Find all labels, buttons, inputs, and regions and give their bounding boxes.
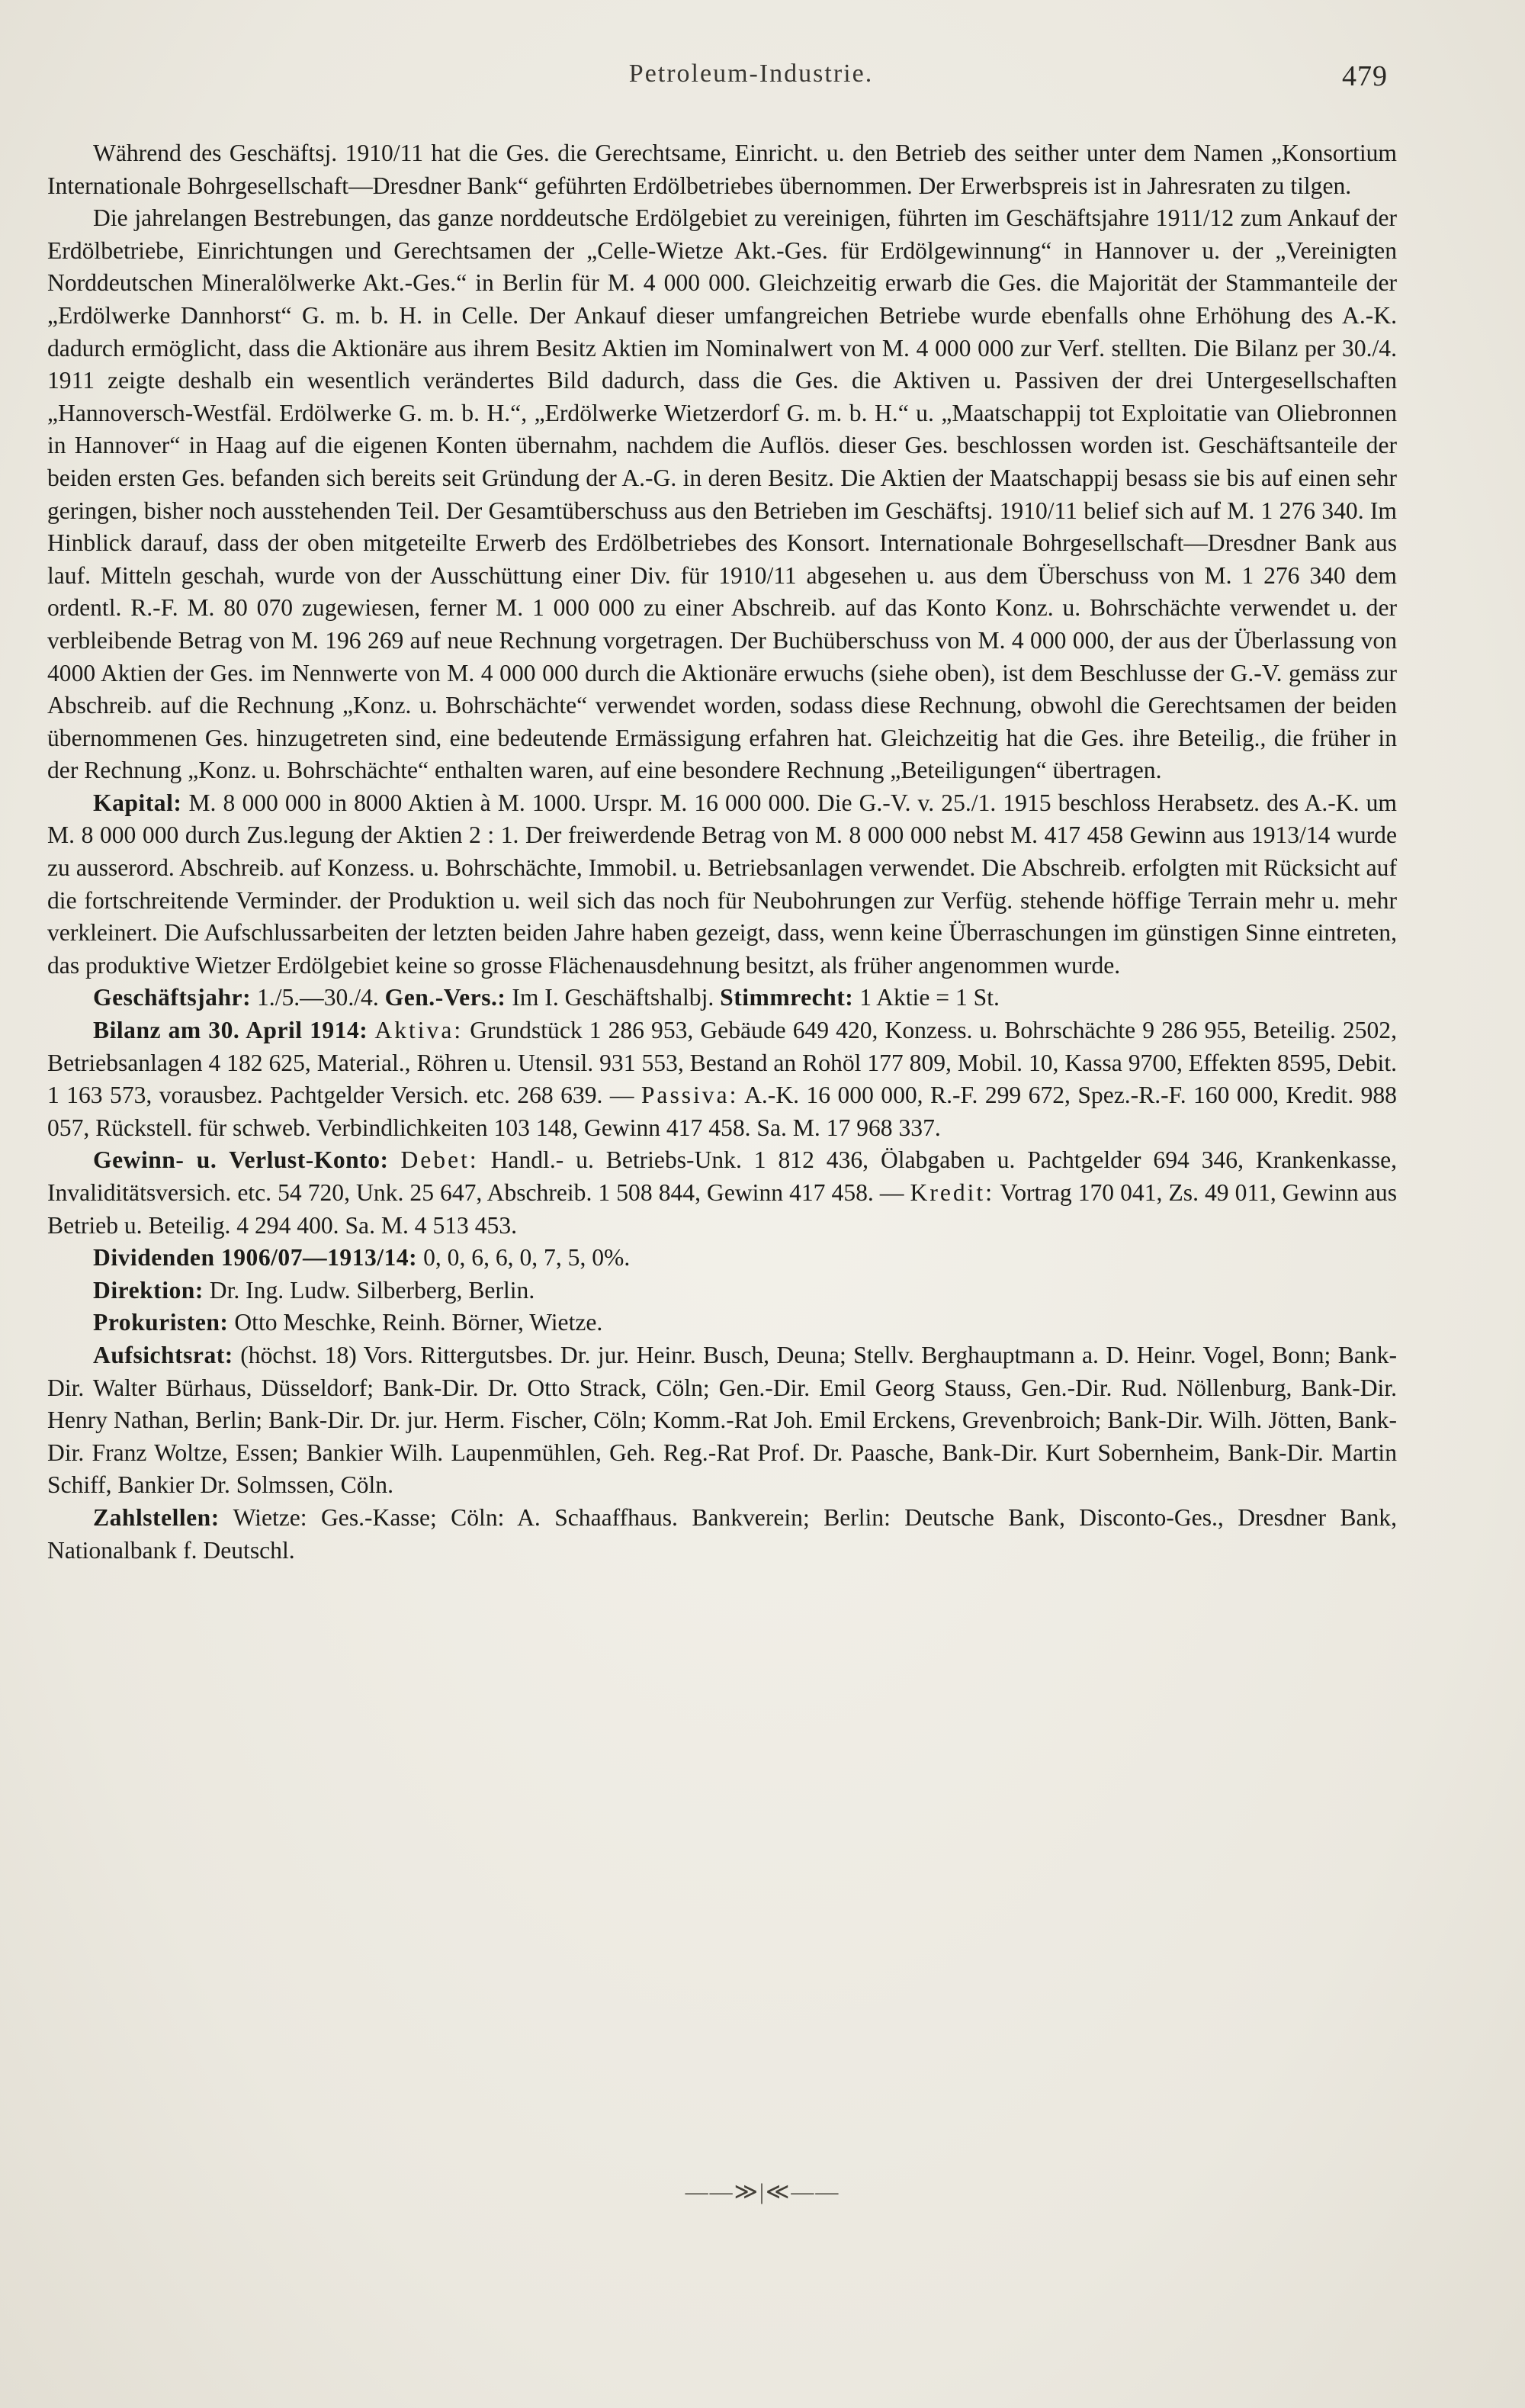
section-dividenden xyxy=(47,1242,1397,1275)
gen-vers-label: Gen.-Vers.: xyxy=(384,984,506,1011)
section-zahlstellen xyxy=(47,1502,1397,1567)
aufsichtsrat-text: (höchst. 18) Vors. Rittergutsbes. Dr. jur. Heinr. Busch, Deuna; Stellv. Berghauptmann a. D. Heinr. Vogel, Bonn; Bank-Dir. Walter Bürhaus, Düsseldorf; Bank-Dir. Dr. Otto Strack, Cöln; Gen.-Dir. Emil Georg Stauss, Gen.-Dir. Rud. Nöllenburg, Bank-Dir. Henry Nathan, Berlin; Bank-Dir. Dr. jur. Herm. Fischer, Cöln; Komm.-Rat Joh. Emil Erckens, Grevenbroich; Bank-Dir. Wilh. Jötten, Bank-Dir. Franz Woltze, Essen; Bankier Wilh. Laupenmühlen, Geh. Reg.-Rat Prof. Dr. Paasche, Bank-Dir. Kurt Sobernheim, Bank-Dir. Martin Schiff, Bankier Dr. Solmssen, Cöln. xyxy=(47,1341,1397,1499)
stimmrecht-text: 1 Aktie = 1 St. xyxy=(859,984,1000,1011)
passiva-label: Passiva: xyxy=(640,1082,739,1109)
section-kapital xyxy=(47,787,1397,982)
kredit-text: Vortrag 170 041, Zs. 49 011, Gewinn aus Betrieb u. Beteilig. 4 294 400. Sa. M. 4 513 453. xyxy=(47,1179,1397,1239)
zahlstellen-label: Zahlstellen: xyxy=(93,1503,220,1531)
geschaeftsjahr-text: 1./5.—30./4. xyxy=(257,984,379,1011)
guv-label: Gewinn- u. Verlust-Konto: xyxy=(93,1146,389,1174)
section-geschaeftsjahr xyxy=(47,982,1397,1014)
page-number: 479 xyxy=(1342,60,1388,92)
section-prokuristen xyxy=(47,1307,1397,1339)
aktiva-label: Aktiva: xyxy=(374,1017,464,1044)
kapital-text: M. 8 000 000 in 8000 Aktien à M. 1000. Urspr. M. 16 000 000. Die G.-V. v. 25./1. 1915 beschloss Herabsetz. des A.-K. um M. 8 000 000 durch Zus.legung der Aktien 2 : 1. Der freiwerdende Betrag von M. 8 000 000 nebst M. 417 458 Gewinn aus 1913/14 wurde zu ausserord. Abschreib. auf Konzess. u. Bohrschächte, Immobil. u. Betriebsanlagen verwendet. Die Abschreib. erfolgten mit Rücksicht auf die fortschreitende Verminder. der Produktion u. weil sich das noch für Neubohrungen zur Verfüg. stehende höffige Terrain mehr u. mehr verkleinert. Die Aufschlussarbeiten der letzten beiden Jahre haben gezeigt, dass, wenn keine Überraschungen im günstigen Sinne eintreten, das produktive Wietzer Erdölgebiet keine so grosse Flächenausdehnung besitzt, als früher angenommen wurde. xyxy=(47,789,1397,979)
page-header xyxy=(114,59,1388,105)
paragraph-acquisition-history: Während des Geschäftsj. 1910/11 hat die Ges. die Gerechtsame, Einricht. u. den Betrieb des seither unter dem Namen „Konsortium Internationale Bohrgesellschaft—Dresdner Bank“ geführten Erdölbetriebes übernommen. Der Erwerbspreis ist in Jahresraten zu tilgen. xyxy=(47,140,1397,199)
aufsichtsrat-label: Aufsichtsrat: xyxy=(93,1341,233,1368)
direktion-label: Direktion: xyxy=(93,1276,204,1304)
kapital-label: Kapital: xyxy=(93,789,182,816)
debet-text: Handl.- u. Betriebs-Unk. 1 812 436, Ölabgaben u. Pachtgelder 694 346, Krankenkasse, Invaliditätsversich. etc. 54 720, Unk. 25 647, Abschreib. 1 508 844, Gewinn 417 458. — xyxy=(47,1146,1398,1206)
section-bilanz xyxy=(47,1014,1397,1144)
main-text xyxy=(47,137,1397,1567)
debet-label: Debet: xyxy=(400,1146,479,1174)
section-gewinn-verlust xyxy=(47,1144,1397,1242)
dividenden-text: 0, 0, 6, 6, 0, 7, 5, 0%. xyxy=(423,1244,631,1272)
paragraph-consolidation: Die jahrelangen Bestrebungen, das ganze norddeutsche Erdölgebiet zu vereinigen, führten im Geschäftsjahre 1911/12 zum Ankauf der Erdölbetriebe, Einrichtungen und Gerechtsamen der „Celle-Wietze Akt.-Ges. für Erdölgewinnung“ in Hannover u. der „Vereinigten Norddeutschen Mineralölwerke Akt.-Ges.“ in Berlin für M. 4 000 000. Gleichzeitig erwarb die Ges. die Majorität der Stammanteile der „Erdölwerke Dannhorst“ G. m. b. H. in Celle. Der Ankauf dieser umfangreichen Betriebe wurde ebenfalls ohne Erhöhung des A.-K. dadurch ermöglicht, dass die Aktionäre aus ihrem Besitz Aktien im Nominalwert von M. 4 000 000 zur Verf. stellten. Die Bilanz per 30./4. 1911 zeigte deshalb ein wesentlich verändertes Bild dadurch, dass die Ges. die Aktiven u. Passiven der drei Untergesellschaften „Hannoversch-Westfäl. Erdölwerke G. m. b. H.“, „Erdölwerke Wietzerdorf G. m. b. H.“ u. „Maatschappij tot Exploitatie van Oliebronnen in Hannover“ in Haag auf die eigenen Konten übernahm, nachdem die Auflös. dieser Ges. beschlossen worden ist. Geschäftsanteile der beiden ersten Ges. befanden sich bereits seit Gründung der A.-G. in deren Besitz. Die Aktien der Maatschappij besass sie bis auf einen sehr geringen, bisher noch ausstehenden Teil. Der Gesamtüberschuss aus den Betrieben im Geschäftsj. 1910/11 belief sich auf M. 1 276 340. Im Hinblick darauf, dass der oben mitgeteilte Erwerb des Erdölbetriebes des Konsort. Internationale Bohrgesellschaft—Dresdner Bank aus lauf. Mitteln geschah, wurde von der Ausschüttung einer Div. für 1910/11 abgesehen u. aus dem Überschuss von M. 1 276 340 dem ordentl. R.-F. M. 80 070 zugewiesen, ferner M. 1 000 000 zu einer Abschreib. auf das Konto Konz. u. Bohrschächte verwendet u. der verbleibende Betrag von M. 196 269 auf neue Rechnung vorgetragen. Der Buchüberschuss von M. 4 000 000, der aus der Überlassung von 4000 Aktien der Ges. im Nennwerte von M. 4 000 000 durch die Aktionäre erwuchs (siehe oben), ist dem Beschlusse der G.-V. gemäss zur Abschreib. auf die Rechnung „Konz. u. Bohrschächte“ verwendet worden, sodass diese Rechnung, obwohl die Gerechtsamen der beiden übernommenen Ges. hinzugetreten sind, eine bedeutende Ermässigung erfahren hat. Gleichzeitig hat die Ges. ihre Beteilig., die früher in der Rechnung „Konz. u. Bohrschächte“ enthalten waren, auf eine besondere Rechnung „Beteiligungen“ übertragen. xyxy=(47,204,1397,784)
aktiva-text: Grundstück 1 286 953, Gebäude 649 420, Konzess. u. Bohrschächte 9 286 955, Beteilig. 2502, Betriebsanlagen 4 182 625, Material., Röhren u. Utensil. 931 553, Bestand an Rohöl 177 809, Mobil. 10, Kassa 9700, Effekten 8595, Debit. 1 163 573, vorausbez. Pachtgelder Versich. etc. 268 639. — xyxy=(47,1017,1397,1109)
kredit-label: Kredit: xyxy=(910,1179,994,1206)
prokuristen-text: Otto Meschke, Reinh. Börner, Wietze. xyxy=(234,1309,603,1336)
prokuristen-label: Prokuristen: xyxy=(93,1309,229,1336)
end-ornament: ——≫|≪—— xyxy=(685,2179,840,2204)
bilanz-label: Bilanz am 30. April 1914: xyxy=(93,1017,368,1044)
gen-vers-text: Im I. Geschäftshalbj. xyxy=(512,984,714,1011)
section-aufsichtsrat xyxy=(47,1339,1397,1502)
passiva-text: A.-K. 16 000 000, R.-F. 299 672, Spez.-R.-F. 160 000, Kredit. 988 057, Rückstell. für schweb. Verbindlichkeiten 103 148, Gewinn 417 458. Sa. M. 17 968 337. xyxy=(47,1082,1397,1141)
zahlstellen-text: Wietze: Ges.-Kasse; Cöln: A. Schaaffhaus. Bankverein; Berlin: Deutsche Bank, Disconto-Ges., Dresdner Bank, Nationalbank f. Deutschl. xyxy=(47,1503,1398,1564)
direktion-text: Dr. Ing. Ludw. Silberberg, Berlin. xyxy=(209,1276,535,1304)
stimmrecht-label: Stimmrecht: xyxy=(720,984,854,1011)
running-title: Petroleum-Industrie. xyxy=(628,59,874,88)
section-direktion xyxy=(47,1275,1397,1307)
dividenden-label: Dividenden 1906/07—1913/14: xyxy=(93,1244,418,1272)
geschaeftsjahr-label: Geschäftsjahr: xyxy=(93,984,252,1011)
